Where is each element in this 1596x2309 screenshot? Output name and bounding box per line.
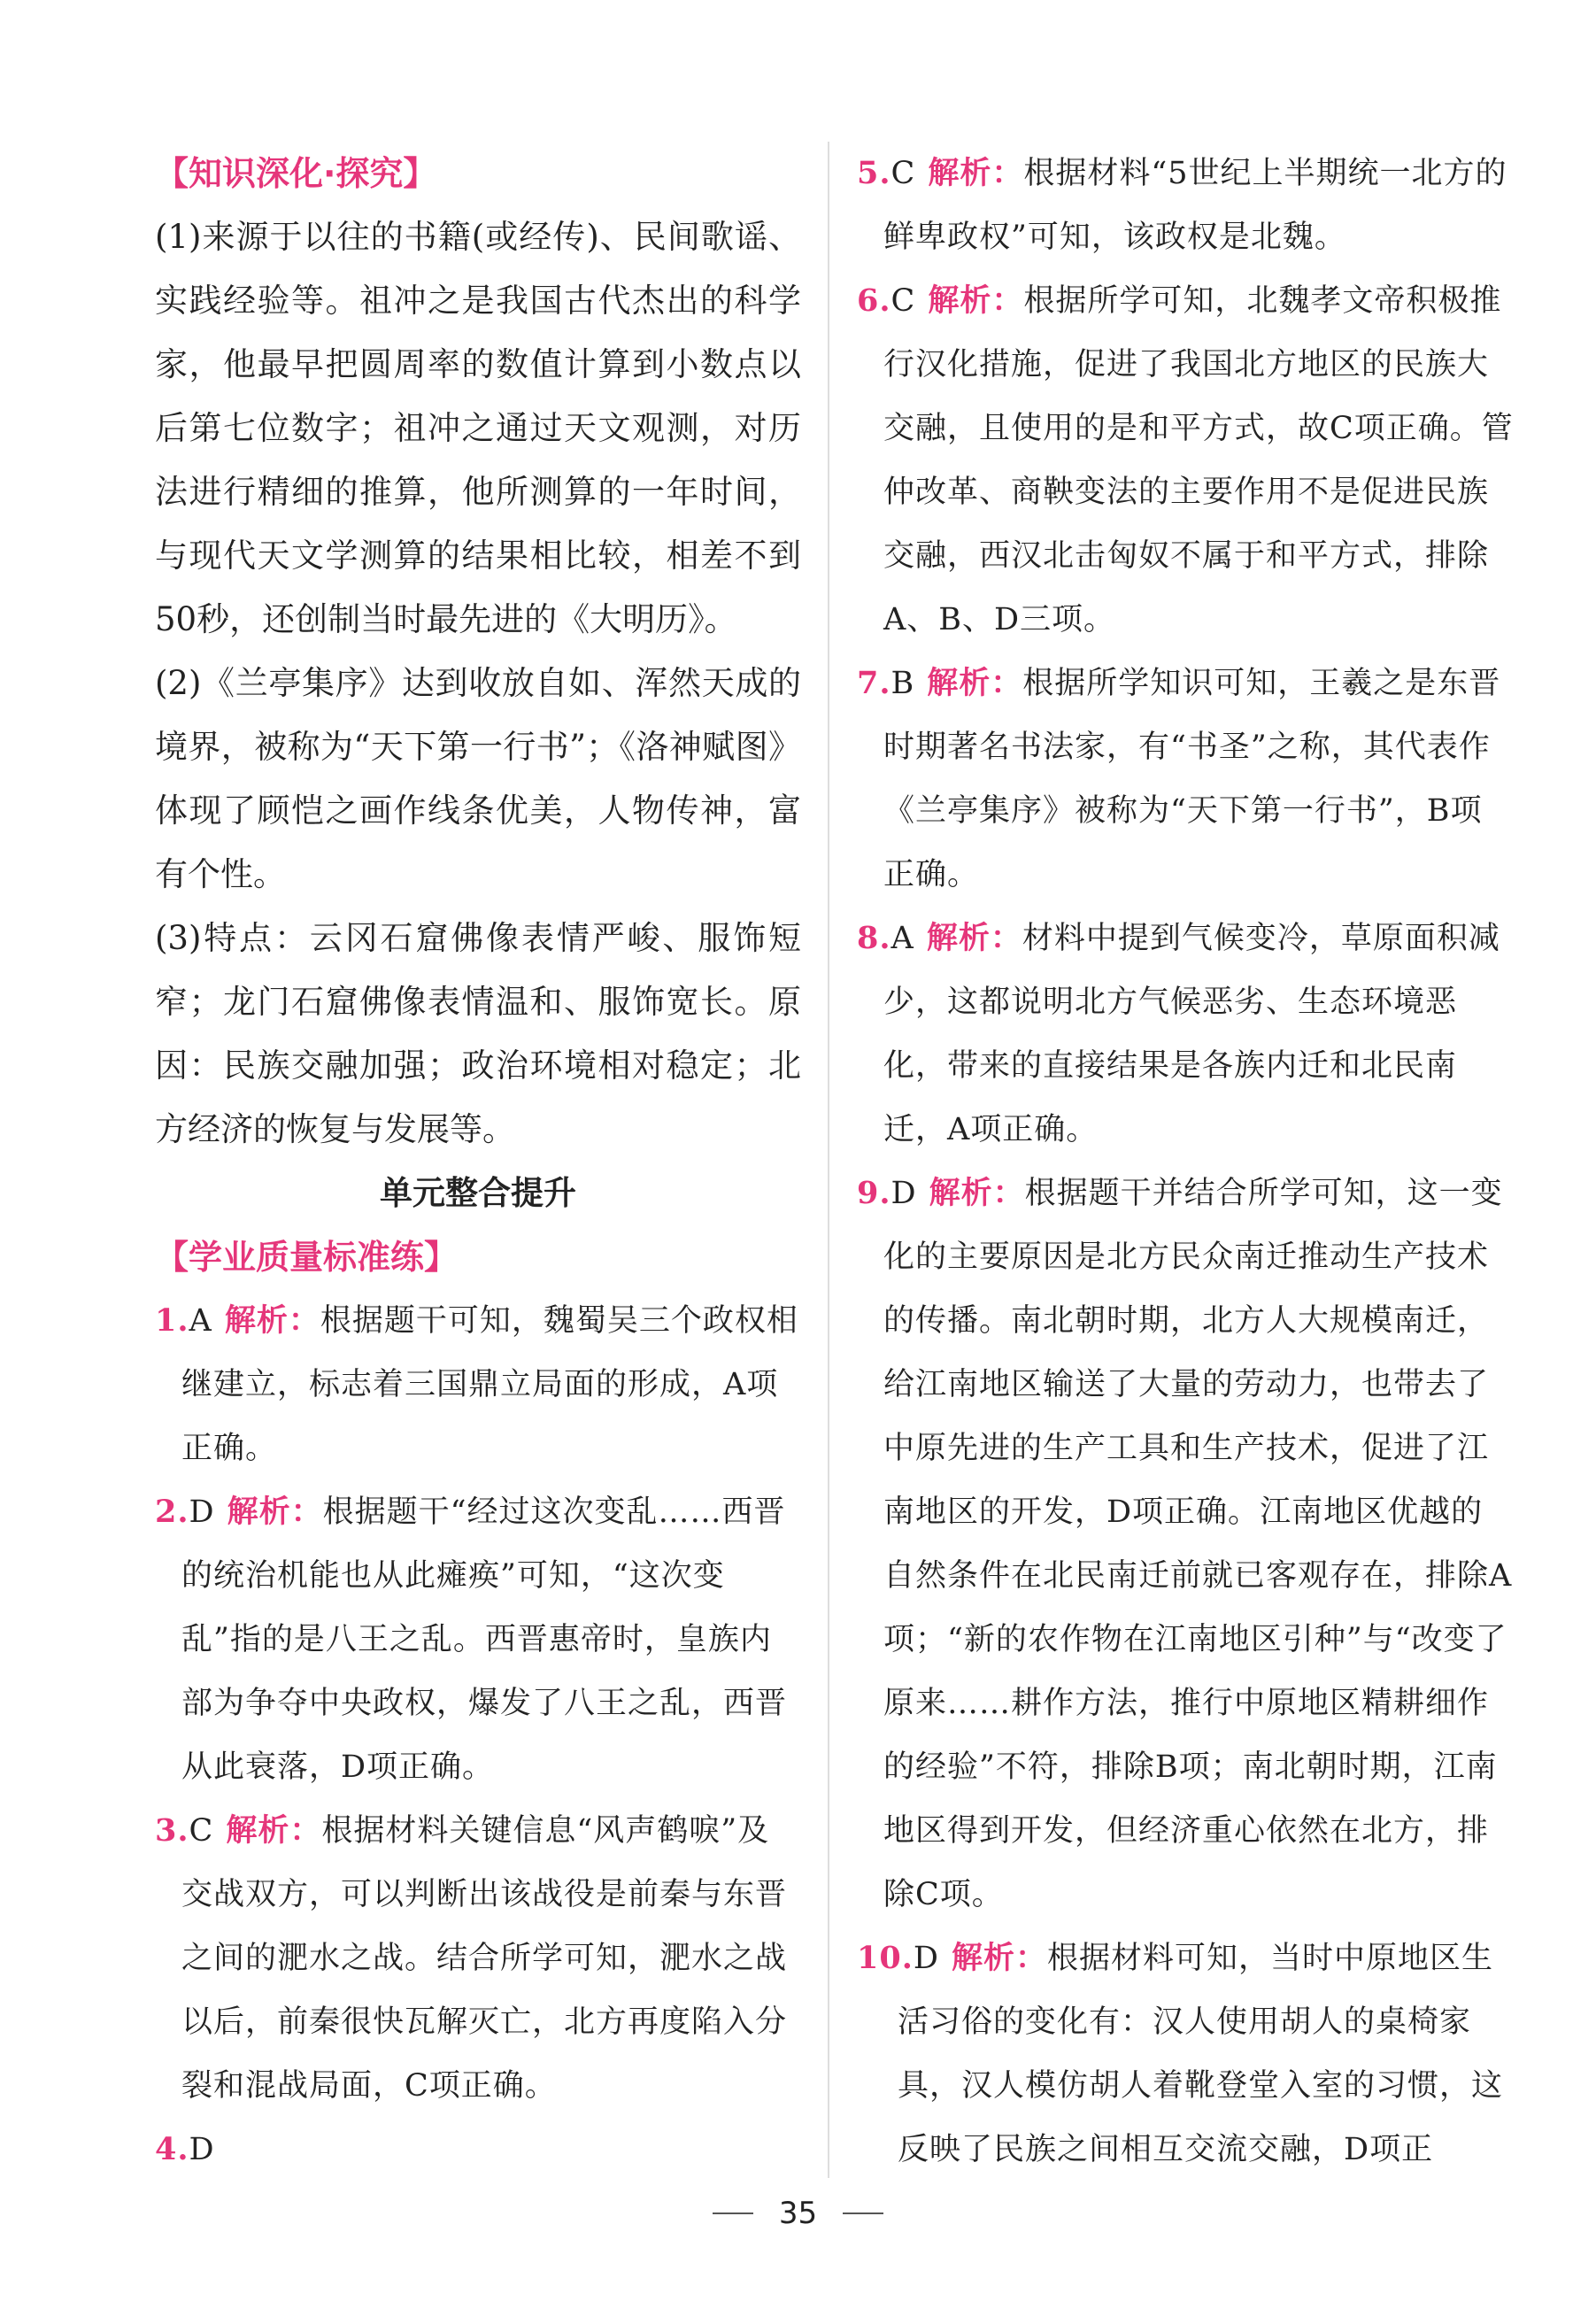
item-text: 根据材料可知，当时中原地区生活习俗的变化有：汉人使用胡人的桌椅家具，汉人模仿胡人着靴登堂入室的习惯，这反映了民族之间相互交流交融，D项正 [898,1941,1504,2167]
item-number: 7. [857,665,891,701]
unit-title: 单元整合提升 [380,1174,576,1212]
item-key: C [189,1813,214,1849]
item-number: 4. [155,2131,189,2167]
analysis-tag: 解析： [951,1941,1047,1976]
answer-paragraph-3: (3)特点：云冈石窟佛像表情严峻、服饰短窄；龙门石窟佛像表情温和、服饰宽长。原因：民族交融加强；政治环境相对稳定；北方经济的恢复与发展等。 [155,919,801,1148]
item-key: D [189,1494,215,1530]
answer-item [857,269,1514,652]
answer-paragraph-2: (2)《兰亭集序》达到收放自如、浑然天成的境界，被称为“天下第一行书”；《洛神赋图》体现了顾恺之画作线条优美，人物传神，富有个性。 [155,664,801,893]
answer-item [857,142,1514,269]
item-key: C [891,283,916,319]
answer-item [155,2118,801,2182]
analysis-tag: 解析： [926,921,1022,956]
answer-paragraph-1: (1)来源于以往的书籍(或经传)、民间歌谣、实践经验等。祖冲之是我国古代杰出的科学家，他最早把圆周率的数值计算到小数点以后第七位数字；祖冲之通过天文观测，对历法进行精细的推算，他所测算的一年时间，与现代天文学测算的结果相比较，相差不到50秒，还创制当时最先进的《大明历》。 [155,218,801,638]
analysis-tag: 解析： [929,1176,1025,1211]
item-text: 根据题干可知，魏蜀吴三个政权相继建立，标志着三国鼎立局面的形成，A项正确。 [181,1303,798,1466]
item-number: 1. [155,1302,189,1339]
item-key: C [891,156,916,191]
footer-dash-right [843,2212,883,2214]
analysis-tag: 解析： [227,1494,323,1530]
item-text: 材料中提到气候变冷，草原面积减少，这都说明北方气候恶劣、生态环境恶化，带来的直接结果是各族内迁和北民南迁，A项正确。 [883,921,1500,1147]
item-text: 根据所学知识可知，王羲之是东晋时期著名书法家，有“书圣”之称，其代表作《兰亭集序》被称为“天下第一行书”，B项正确。 [883,666,1501,892]
section-title-knowledge: 【知识深化·探究】 [155,154,437,193]
right-column [857,142,1514,2182]
item-number: 3. [155,1812,189,1849]
item-text: 根据所学可知，北魏孝文帝积极推行汉化措施，促进了我国北方地区的民族大交融，且使用的是和平方式，故C项正确。管仲改革、商鞅变法的主要作用不是促进民族交融，西汉北击匈奴不属于和平方式，排除A、B、D三项。 [883,283,1514,637]
item-key: A [189,1303,212,1339]
page-footer [0,2196,1596,2231]
item-key: D [189,2132,215,2167]
item-number: 6. [857,282,891,319]
item-key: B [891,666,915,701]
footer-dash-left [713,2212,753,2214]
item-text: 根据材料关键信息“风声鹤唳”及交战双方，可以判断出该战役是前秦与东晋之间的淝水之战。结合所学可知，淝水之战以后，前秦很快瓦解灭亡，北方再度陷入分裂和混战局面，C项正确。 [181,1813,788,2104]
answer-item [857,1927,1514,2182]
answer-list-right [857,142,1514,2182]
answer-list-left [155,1289,801,2182]
answer-item [857,907,1514,1162]
analysis-tag: 解析： [928,156,1024,191]
item-key: A [891,921,914,956]
answer-item [857,652,1514,907]
analysis-tag: 解析： [928,283,1024,319]
answer-item [155,1799,801,2118]
item-text: 根据题干“经过这次变乱……西晋的统治机能也从此瘫痪”可知，“这次变乱”指的是八王之乱。西晋惠帝时，皇族内部为争夺中央政权，爆发了八王之乱，西晋从此衰落，D项正确。 [181,1494,788,1785]
item-number: 9. [857,1175,891,1211]
answer-item [155,1480,801,1799]
answer-item [155,1289,801,1480]
item-text: 根据题干并结合所学可知，这一变化的主要原因是北方民众南迁推动生产技术的传播。南北朝时期，北方人大规模南迁，给江南地区输送了大量的劳动力，也带去了中原先进的生产工具和生产技术，促进了江南地区的开发，D项正确。江南地区优越的自然条件在北民南迁前就已客观存在，排除A项；“新的农作物在江南地区引种”与“改变了原来……耕作方法，推行中原地区精耕细作的经验”不符，排除B项；南北朝时期，江南地区得到开发，但经济重心依然在北方，排除C项。 [883,1176,1513,1912]
analysis-tag: 解析： [226,1813,322,1849]
item-number: 10. [857,1940,914,1976]
answer-item [857,1162,1514,1927]
item-number: 8. [857,920,891,956]
column-divider [828,142,829,2178]
item-number: 5. [857,155,891,191]
analysis-tag: 解析： [224,1303,320,1339]
left-column [155,142,801,2182]
item-number: 2. [155,1494,189,1530]
analysis-tag: 解析： [927,666,1023,701]
item-key: D [891,1176,917,1211]
page-number: 35 [778,2196,818,2231]
item-key: D [913,1941,939,1976]
section-title-quality: 【学业质量标准练】 [155,1238,459,1277]
item-text: 根据材料“5世纪上半期统一北方的鲜卑政权”可知，该政权是北魏。 [883,156,1507,255]
knowledge-answers [155,205,801,1162]
